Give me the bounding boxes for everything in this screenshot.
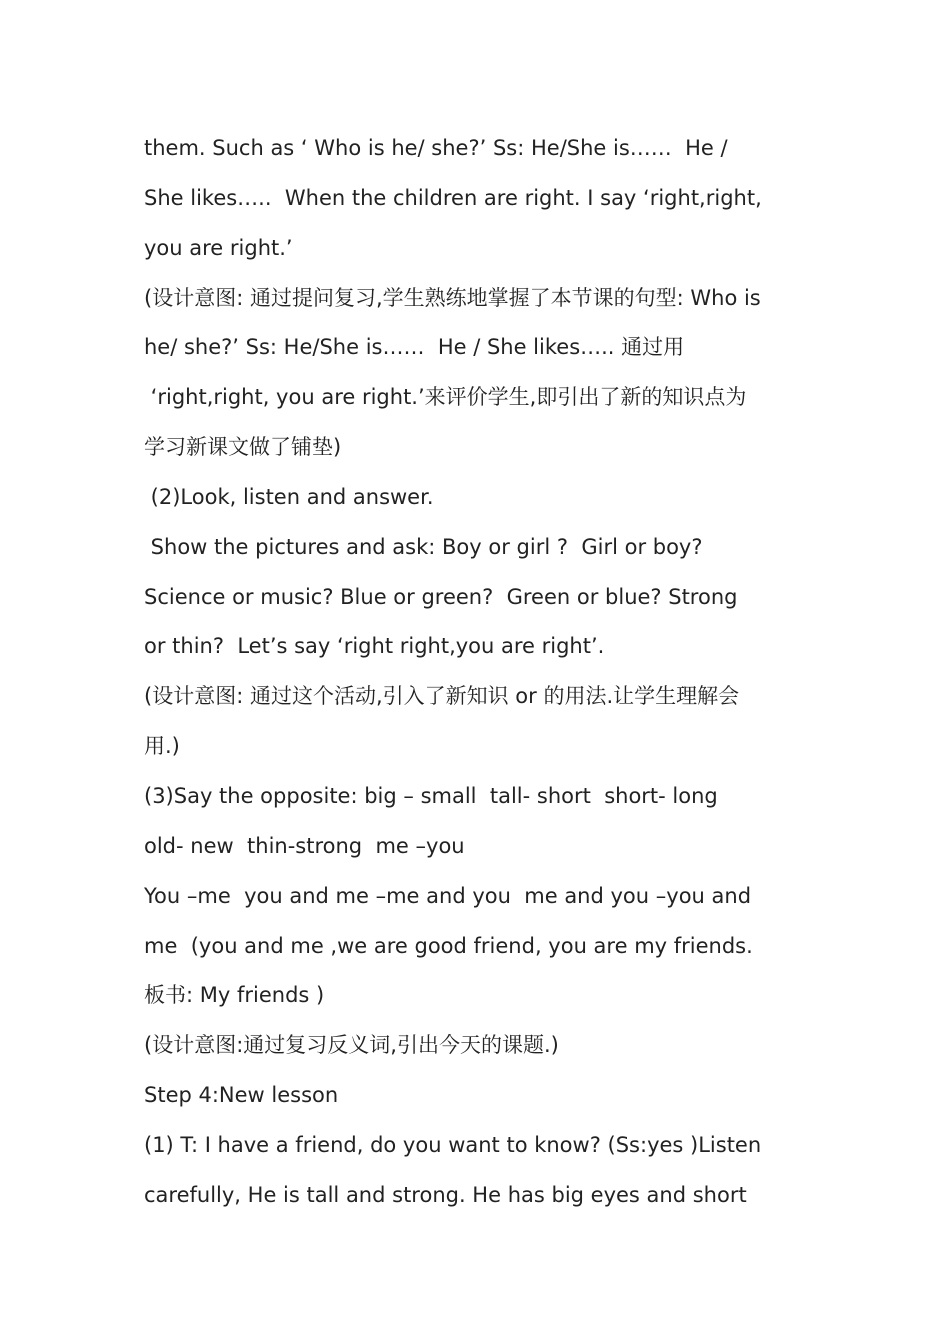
body-text: [144, 124, 814, 1221]
text-line: Science or music? Blue or green? Green or blue? Strong: [144, 584, 738, 609]
text-line: carefully, He is tall and strong. He has big eyes and short: [144, 1182, 747, 1207]
text-line: (设计意图: 通过提问复习,学生熟练地掌握了本节课的句型: Who is: [144, 285, 761, 310]
text-line: them. Such as ‘ Who is he/ she?’ Ss: He/She is…… He /: [144, 136, 728, 160]
text-line: 学习新课文做了铺垫): [144, 435, 342, 460]
text-line: (2)Look, listen and answer.: [144, 484, 434, 509]
text-line: ‘right,right, you are right.’来评价学生,即引出了新的知识点为: [144, 385, 747, 410]
text-line: me (you and me ,we are good friend, you are my friends.: [144, 933, 753, 958]
text-line: 用.): [144, 734, 180, 759]
text-line: or thin? Let’s say ‘right right,you are right’.: [144, 634, 605, 659]
text-line: You –me you and me –me and you me and you –you and: [144, 883, 752, 908]
text-line: (设计意图:通过复习反义词,引出今天的课题.): [144, 1033, 559, 1058]
text-line: he/ she?’ Ss: He/She is…… He / She likes….. 通过用: [144, 335, 685, 360]
text-line: (3)Say the opposite: big – small tall- short short- long: [144, 783, 718, 808]
text-line: you are right.’: [144, 235, 293, 260]
text-line: 板书: My friends ): [144, 983, 325, 1008]
text-line: old- new thin-strong me –you: [144, 833, 465, 858]
text-line: (1) T: I have a friend, do you want to know? (Ss:yes )Listen: [144, 1132, 762, 1157]
text-line: Show the pictures and ask: Boy or girl ? Girl or boy?: [144, 534, 703, 559]
text-line: (设计意图: 通过这个活动,引入了新知识 or 的用法.让学生理解会: [144, 684, 740, 709]
text-line: She likes….. When the children are right. I say ‘right,right,: [144, 185, 762, 210]
text-line: Step 4:New lesson: [144, 1083, 339, 1108]
